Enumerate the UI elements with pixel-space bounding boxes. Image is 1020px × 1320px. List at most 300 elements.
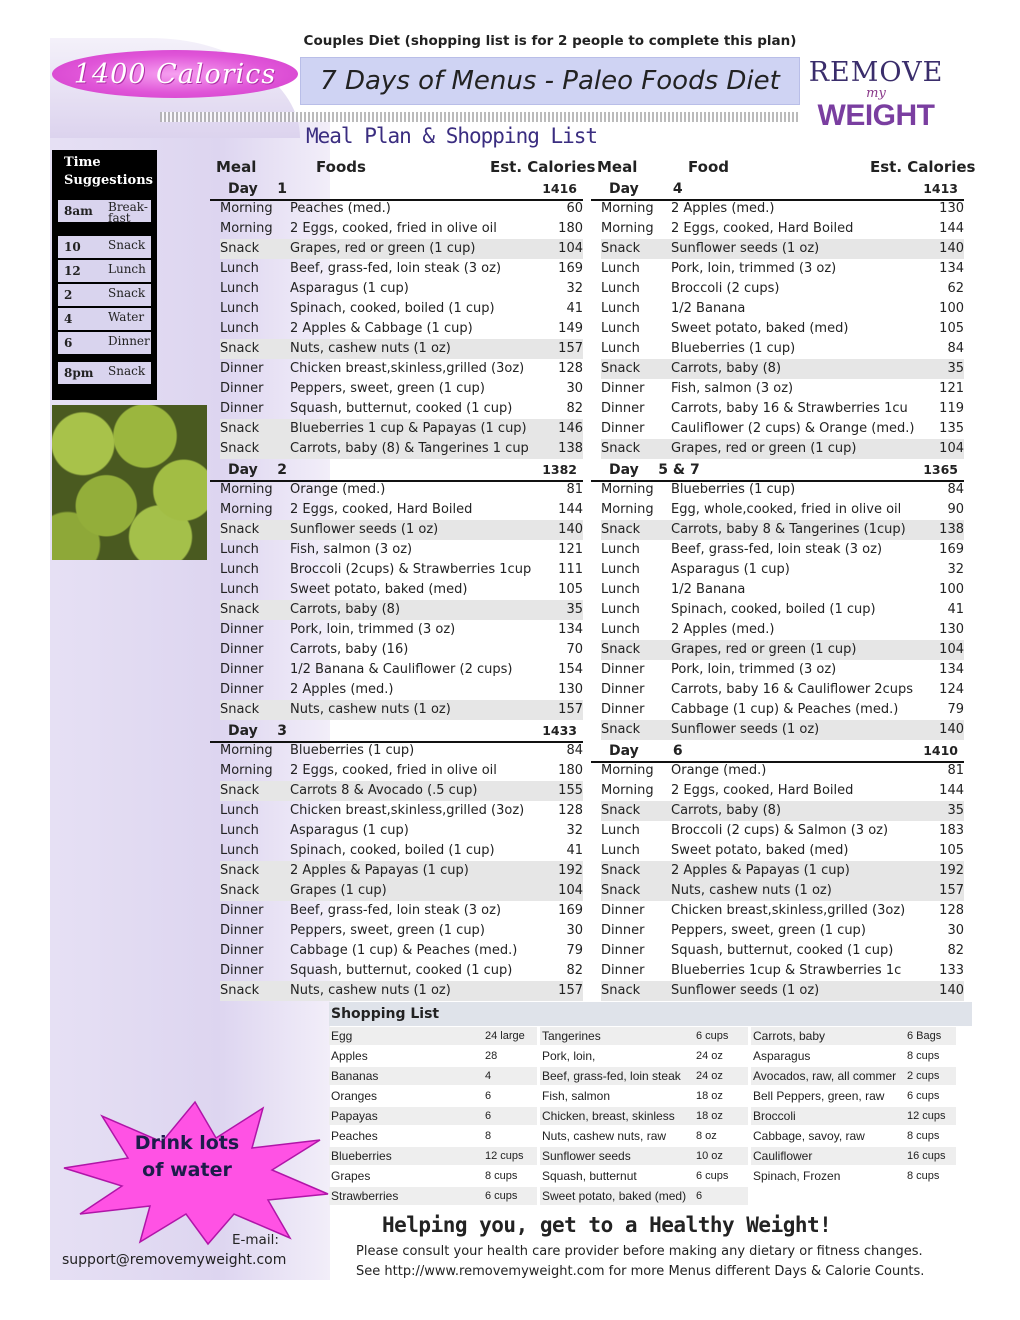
time-heading-line1: Time [64, 155, 101, 170]
food-item: Chicken breast,skinless,grilled (3oz) [290, 803, 525, 818]
menu-row [601, 821, 964, 841]
menu-row [601, 259, 964, 279]
shopping-quantity: 8 cups [907, 1050, 940, 1062]
shopping-quantity: 18 oz [696, 1110, 723, 1122]
calories: 169 [939, 542, 964, 557]
food-item: Squash, butternut, cooked (1 cup) [290, 401, 513, 416]
food-item: Carrots, baby 16 & Cauliflower 2cups [671, 682, 913, 697]
shopping-quantity: 6 [696, 1190, 703, 1202]
menu-row [220, 841, 583, 861]
calories: 41 [947, 602, 964, 617]
meal-type: Dinner [220, 642, 264, 657]
shopping-item: Nuts, cashew nuts, raw [542, 1129, 667, 1143]
calories: 82 [566, 963, 583, 978]
water-line2: of water [142, 1159, 232, 1181]
day-header [210, 460, 583, 482]
calories: 180 [558, 221, 583, 236]
food-item: Chicken breast,skinless,grilled (3oz) [671, 903, 906, 918]
shopping-quantity: 24 oz [696, 1070, 723, 1082]
right-foods-header: Food [688, 158, 729, 176]
meal-type: Dinner [220, 923, 264, 938]
day-label: Day 4 [609, 181, 683, 197]
time-row [58, 332, 151, 354]
day-label: Day 5 & 7 [609, 462, 700, 478]
meal-type: Lunch [601, 562, 640, 577]
shopping-item: Squash, butternut [542, 1169, 637, 1183]
meal-type: Dinner [601, 662, 645, 677]
meal-type: Lunch [601, 542, 640, 557]
time-row [58, 362, 151, 384]
food-item: Peaches (med.) [290, 201, 391, 216]
meal-type: Dinner [601, 943, 645, 958]
shopping-quantity: 12 cups [485, 1150, 524, 1162]
calories: 128 [558, 361, 583, 376]
menu-row [220, 941, 583, 961]
food-item: Blueberries 1 cup & Papayas (1 cup) [290, 421, 527, 436]
food-item: Squash, butternut, cooked (1 cup) [671, 943, 894, 958]
time-row [58, 260, 151, 282]
calories: 134 [939, 662, 964, 677]
calories: 169 [558, 903, 583, 918]
calories: 82 [947, 943, 964, 958]
calories: 41 [566, 843, 583, 858]
food-item: Grapes, red or green (1 cup) [671, 441, 857, 456]
food-item: Grapes, red or green (1 cup) [290, 241, 476, 256]
shopping-quantity: 8 cups [907, 1170, 940, 1182]
meal-type: Dinner [220, 381, 264, 396]
food-item: Cabbage (1 cup) & Peaches (med.) [671, 702, 899, 717]
food-item: Nuts, cashew nuts (1 oz) [671, 883, 832, 898]
meal-type: Morning [601, 482, 654, 497]
food-item: Asparagus (1 cup) [290, 281, 409, 296]
shopping-quantity: 16 cups [907, 1150, 946, 1162]
calories: 134 [558, 622, 583, 637]
shopping-quantity: 6 cups [907, 1090, 940, 1102]
shopping-item: Cabbage, savoy, raw [753, 1129, 865, 1143]
menu-row [601, 219, 964, 239]
calories: 105 [939, 321, 964, 336]
calories: 157 [558, 341, 583, 356]
calories: 32 [566, 823, 583, 838]
shopping-row [329, 1047, 537, 1065]
menu-row [601, 600, 964, 620]
food-item: Peppers, sweet, green (1 cup) [671, 923, 866, 938]
menu-row [220, 379, 583, 399]
menu-row [220, 660, 583, 680]
food-item: Carrots, baby (8) [671, 803, 782, 818]
food-item: Cabbage (1 cup) & Peaches (med.) [290, 943, 518, 958]
menu-row [601, 801, 964, 821]
food-item: Carrots, baby (16) [290, 642, 409, 657]
meal-type: Dinner [601, 903, 645, 918]
shopping-row [540, 1027, 748, 1045]
food-item: 2 Apples & Cabbage (1 cup) [290, 321, 473, 336]
meal-type: Lunch [220, 582, 259, 597]
food-item: Pork, loin, trimmed (3 oz) [671, 662, 837, 677]
food-item: Asparagus (1 cup) [290, 823, 409, 838]
food-item: Spinach, cooked, boiled (1 cup) [290, 301, 495, 316]
email-label: E-mail: [232, 1232, 279, 1248]
food-item: Egg, whole,cooked, fried in olive oil [671, 502, 902, 517]
calories: 104 [939, 441, 964, 456]
calories: 100 [939, 301, 964, 316]
menu-row [220, 540, 583, 560]
shopping-quantity: 8 oz [696, 1130, 717, 1142]
shopping-quantity: 12 cups [907, 1110, 946, 1122]
calories: 140 [558, 522, 583, 537]
calories: 62 [947, 281, 964, 296]
menu-row [601, 941, 964, 961]
calories: 180 [558, 763, 583, 778]
meal-type: Lunch [220, 542, 259, 557]
calories: 104 [558, 883, 583, 898]
food-item: 2 Eggs, cooked, Hard Boiled [290, 502, 473, 517]
meal-type: Dinner [601, 702, 645, 717]
menu-row [220, 901, 583, 921]
menu-row [220, 761, 583, 781]
food-item: Blueberries (1 cup) [671, 341, 796, 356]
time-meal: Dinner [108, 334, 150, 348]
meal-type: Snack [220, 983, 260, 998]
food-item: 1/2 Banana & Cauliflower (2 cups) [290, 662, 513, 677]
calories: 183 [939, 823, 964, 838]
logo-line-remove: REMOVE [808, 57, 944, 88]
shopping-row [751, 1047, 956, 1065]
meal-type: Morning [220, 221, 273, 236]
calories: 135 [939, 421, 964, 436]
tagline: Helping you, get to a Healthy Weight! [382, 1213, 832, 1237]
calories: 79 [566, 943, 583, 958]
menu-row [220, 419, 583, 439]
shopping-quantity: 8 [485, 1130, 492, 1142]
meal-type: Dinner [220, 903, 264, 918]
menu-row [601, 419, 964, 439]
menu-row [601, 901, 964, 921]
day-label: Day 6 [609, 743, 683, 759]
water-line1: Drink lots [134, 1132, 240, 1154]
food-item: 2 Apples (med.) [671, 622, 775, 637]
food-item: Beef, grass-fed, loin steak (3 oz) [671, 542, 883, 557]
calories: 35 [947, 361, 964, 376]
food-item: Beef, grass-fed, loin steak (3 oz) [290, 261, 502, 276]
food-item: Sunflower seeds (1 oz) [671, 983, 820, 998]
left-calories-header: Est. Calories [490, 158, 596, 176]
calories: 41 [566, 301, 583, 316]
day-header [591, 460, 964, 482]
time-heading-line2: Suggestions [64, 173, 153, 188]
menu-row [601, 680, 964, 700]
menu-row [220, 821, 583, 841]
meal-type: Snack [220, 883, 260, 898]
menu-row [601, 480, 964, 500]
meal-type: Morning [601, 201, 654, 216]
food-item: 2 Apples & Papayas (1 cup) [671, 863, 850, 878]
header-divider [160, 112, 800, 122]
shopping-item: Egg [331, 1029, 353, 1043]
page-subtitle: Meal Plan & Shopping List [306, 124, 598, 148]
day-total: 1433 [542, 723, 577, 738]
day-label: Day 1 [228, 181, 288, 197]
shopping-row [751, 1107, 956, 1125]
menu-row [601, 560, 964, 580]
shopping-row [329, 1187, 537, 1205]
food-item: Carrots, baby (8) [671, 361, 782, 376]
menu-row [220, 961, 583, 981]
calories: 130 [939, 201, 964, 216]
food-item: Fish, salmon (3 oz) [290, 542, 413, 557]
meal-type: Snack [220, 241, 260, 256]
calories: 192 [939, 863, 964, 878]
food-item: Nuts, cashew nuts (1 oz) [290, 341, 451, 356]
meal-type: Dinner [601, 421, 645, 436]
shopping-row [329, 1027, 537, 1045]
meal-type: Lunch [220, 562, 259, 577]
food-item: Carrots, baby 16 & Strawberries 1cu [671, 401, 908, 416]
right-meal-header: Meal [597, 158, 638, 176]
meal-type: Snack [601, 863, 641, 878]
menu-row [220, 560, 583, 580]
meal-type: Morning [220, 502, 273, 517]
time-meal: Break-fast [108, 200, 148, 225]
food-item: Broccoli (2 cups) [671, 281, 780, 296]
food-item: Sweet potato, baked (med) [671, 843, 849, 858]
calories: 157 [558, 702, 583, 717]
meal-type: Snack [601, 883, 641, 898]
day-label: Day 2 [228, 462, 288, 478]
meal-type: Morning [220, 201, 273, 216]
drink-water-badge [58, 1096, 333, 1246]
time-meal: Snack [108, 238, 146, 252]
calories: 84 [566, 743, 583, 758]
food-item: Squash, butternut, cooked (1 cup) [290, 963, 513, 978]
shopping-quantity: 18 oz [696, 1090, 723, 1102]
menu-row [601, 379, 964, 399]
shopping-item: Fish, salmon [542, 1089, 611, 1103]
meal-type: Snack [601, 522, 641, 537]
menu-row [220, 359, 583, 379]
food-item: Blueberries (1 cup) [290, 743, 415, 758]
menu-row [220, 500, 583, 520]
shopping-item: Tangerines [542, 1029, 601, 1043]
day-header [591, 179, 964, 201]
shopping-item: Apples [331, 1049, 368, 1063]
meal-type: Morning [220, 763, 273, 778]
time-value: 12 [64, 264, 81, 278]
calories: 138 [558, 441, 583, 456]
menu-row [220, 439, 583, 459]
calories: 35 [947, 803, 964, 818]
time-row [58, 284, 151, 306]
calories-badge [52, 50, 298, 98]
food-item: Peppers, sweet, green (1 cup) [290, 381, 485, 396]
menu-row [601, 319, 964, 339]
calories: 144 [939, 783, 964, 798]
food-item: Spinach, cooked, boiled (1 cup) [671, 602, 876, 617]
shopping-item: Spinach, Frozen [753, 1169, 841, 1183]
time-meal: Snack [108, 286, 146, 300]
shopping-item: Beef, grass-fed, loin steak [542, 1069, 681, 1083]
shopping-row [751, 1027, 956, 1045]
food-item: 2 Eggs, cooked, fried in olive oil [290, 763, 497, 778]
menu-row [220, 741, 583, 761]
food-item: Pork, loin, trimmed (3 oz) [290, 622, 456, 637]
shopping-item: Avocados, raw, all commer [753, 1069, 897, 1083]
calories: 130 [939, 622, 964, 637]
shopping-row [540, 1087, 748, 1105]
menu-row [220, 801, 583, 821]
food-item: Asparagus (1 cup) [671, 562, 790, 577]
meal-type: Snack [220, 863, 260, 878]
shopping-list-title: Shopping List [329, 1002, 972, 1026]
meal-type: Snack [220, 421, 260, 436]
meal-type: Dinner [601, 682, 645, 697]
menu-row [601, 620, 964, 640]
meal-type: Morning [220, 482, 273, 497]
meal-type: Snack [601, 983, 641, 998]
menu-row [220, 620, 583, 640]
food-item: Peppers, sweet, green (1 cup) [290, 923, 485, 938]
calories: 124 [939, 682, 964, 697]
menu-row [220, 861, 583, 881]
food-item: Beef, grass-fed, loin steak (3 oz) [290, 903, 502, 918]
shopping-quantity: 6 cups [696, 1030, 729, 1042]
calories: 30 [947, 923, 964, 938]
calories: 32 [566, 281, 583, 296]
shopping-row [329, 1127, 537, 1145]
shopping-row [329, 1087, 537, 1105]
calories: 134 [939, 261, 964, 276]
meal-type: Snack [220, 602, 260, 617]
meal-type: Lunch [220, 843, 259, 858]
meal-type: Snack [220, 341, 260, 356]
calories: 84 [947, 341, 964, 356]
meal-type: Dinner [220, 963, 264, 978]
food-item: 2 Apples (med.) [671, 201, 775, 216]
meal-type: Lunch [220, 321, 259, 336]
meal-type: Dinner [220, 682, 264, 697]
meal-type: Dinner [220, 401, 264, 416]
day-total: 1413 [923, 181, 958, 196]
menu-row [220, 279, 583, 299]
calories: 105 [939, 843, 964, 858]
food-item: 2 Apples & Papayas (1 cup) [290, 863, 469, 878]
calories: 157 [939, 883, 964, 898]
time-value: 6 [64, 336, 73, 350]
left-meal-header: Meal [216, 158, 257, 176]
time-suggestions-heading [64, 154, 153, 190]
food-item: Nuts, cashew nuts (1 oz) [290, 983, 451, 998]
meal-type: Morning [220, 743, 273, 758]
menu-row [601, 861, 964, 881]
page-title: 7 Days of Menus - Paleo Foods Diet [320, 66, 780, 96]
calories: 79 [947, 702, 964, 717]
shopping-quantity: 6 [485, 1090, 492, 1102]
meal-type: Snack [601, 642, 641, 657]
shopping-row [751, 1067, 956, 1085]
menu-row [601, 279, 964, 299]
time-value: 4 [64, 312, 73, 326]
meal-type: Snack [220, 783, 260, 798]
calories: 70 [566, 642, 583, 657]
shopping-row [329, 1067, 537, 1085]
calories: 32 [947, 562, 964, 577]
meal-type: Lunch [601, 261, 640, 276]
meal-type: Morning [601, 763, 654, 778]
meal-type: Dinner [601, 923, 645, 938]
shopping-item: Cauliflower [753, 1149, 813, 1163]
shopping-item: Chicken, breast, skinless [542, 1109, 675, 1123]
time-value: 10 [64, 240, 81, 254]
menu-row [601, 339, 964, 359]
food-item: Grapes, red or green (1 cup) [671, 642, 857, 657]
calories: 100 [939, 582, 964, 597]
meal-type: Morning [601, 783, 654, 798]
shopping-item: Pork, loin, [542, 1049, 596, 1063]
shopping-row [540, 1167, 748, 1185]
calories: 128 [939, 903, 964, 918]
time-row [58, 236, 151, 258]
shopping-quantity: 8 cups [485, 1170, 518, 1182]
shopping-quantity: 2 cups [907, 1070, 940, 1082]
shopping-row [540, 1107, 748, 1125]
calories: 104 [558, 241, 583, 256]
email-address[interactable]: support@removemyweight.com [62, 1252, 287, 1268]
calories: 35 [566, 602, 583, 617]
shopping-quantity: 6 cups [485, 1190, 518, 1202]
calories: 192 [558, 863, 583, 878]
website-note: See http://www.removemyweight.com for more Menus different Days & Calorie Counts. [356, 1264, 925, 1279]
calories: 30 [566, 923, 583, 938]
day-total: 1365 [923, 462, 958, 477]
avocado-photo [52, 405, 207, 560]
menu-row [220, 881, 583, 901]
time-meal: Water [108, 310, 145, 324]
menu-row [601, 700, 964, 720]
shopping-quantity: 6 Bags [907, 1030, 942, 1042]
menu-row [601, 520, 964, 540]
calories: 111 [558, 562, 583, 577]
calories: 140 [939, 983, 964, 998]
food-item: Broccoli (2cups) & Strawberries 1cup [290, 562, 532, 577]
calories: 60 [566, 201, 583, 216]
meal-type: Lunch [601, 843, 640, 858]
calories: 105 [558, 582, 583, 597]
meal-type: Dinner [220, 943, 264, 958]
menu-row [220, 399, 583, 419]
menu-row [220, 981, 583, 1001]
menu-row [220, 700, 583, 720]
consult-disclaimer: Please consult your health care provider before making any dietary or fitness changes. [356, 1244, 923, 1259]
calories: 90 [947, 502, 964, 517]
menu-row [601, 640, 964, 660]
shopping-quantity: 28 [485, 1050, 498, 1062]
menu-row [220, 259, 583, 279]
drink-water-text [58, 1130, 316, 1184]
meal-type: Lunch [601, 582, 640, 597]
menu-row [220, 339, 583, 359]
menu-row [220, 781, 583, 801]
shopping-row [751, 1127, 956, 1145]
shopping-item: Asparagus [753, 1049, 811, 1063]
menu-row [601, 720, 964, 740]
meal-type: Morning [601, 221, 654, 236]
shopping-item: Grapes [331, 1169, 371, 1183]
shopping-item: Strawberries [331, 1189, 399, 1203]
shopping-item: Peaches [331, 1129, 378, 1143]
shopping-row [751, 1147, 956, 1165]
logo-line-weight: WEIGHT [817, 99, 935, 132]
meal-type: Lunch [601, 602, 640, 617]
